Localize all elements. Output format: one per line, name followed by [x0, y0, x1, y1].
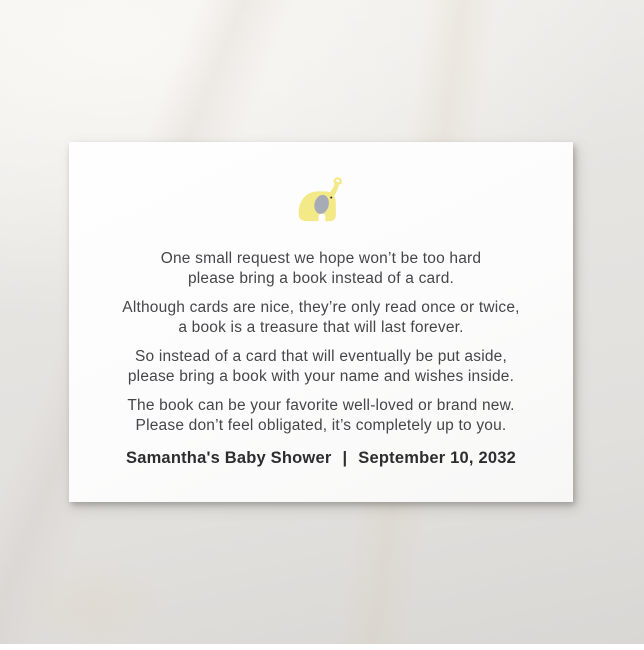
verse-line: Although cards are nice, they’re only read once or twice,	[122, 299, 520, 316]
event-name: Samantha's Baby Shower	[125, 449, 332, 467]
marble-vein-smudge	[18, 560, 168, 650]
book-request-card	[69, 142, 573, 502]
footer-separator: |	[342, 449, 348, 467]
event-footer	[126, 449, 516, 468]
verse-line: a book is a treasure that will last forever.	[178, 319, 464, 336]
verse-line: So instead of a card that will eventually be put aside,	[134, 348, 507, 365]
elephant-eye	[330, 197, 332, 199]
event-date: September 10, 2032	[358, 449, 516, 467]
elephant-icon	[290, 174, 352, 236]
verse-paragraph	[122, 249, 519, 289]
verse-line: please bring a book instead of a card.	[187, 270, 455, 287]
verse-paragraph	[122, 347, 519, 387]
verse-line: The book can be your favorite well-loved or brand new.	[127, 397, 515, 414]
verse-line: Please don’t feel obligated, it’s completely up to you.	[135, 417, 507, 434]
verse-block	[122, 249, 519, 445]
verse-line: please bring a book with your name and wishes inside.	[127, 368, 515, 385]
verse-line: One small request we hope won’t be too hard	[160, 250, 482, 267]
verse-paragraph	[122, 396, 519, 436]
verse-paragraph	[122, 298, 519, 338]
